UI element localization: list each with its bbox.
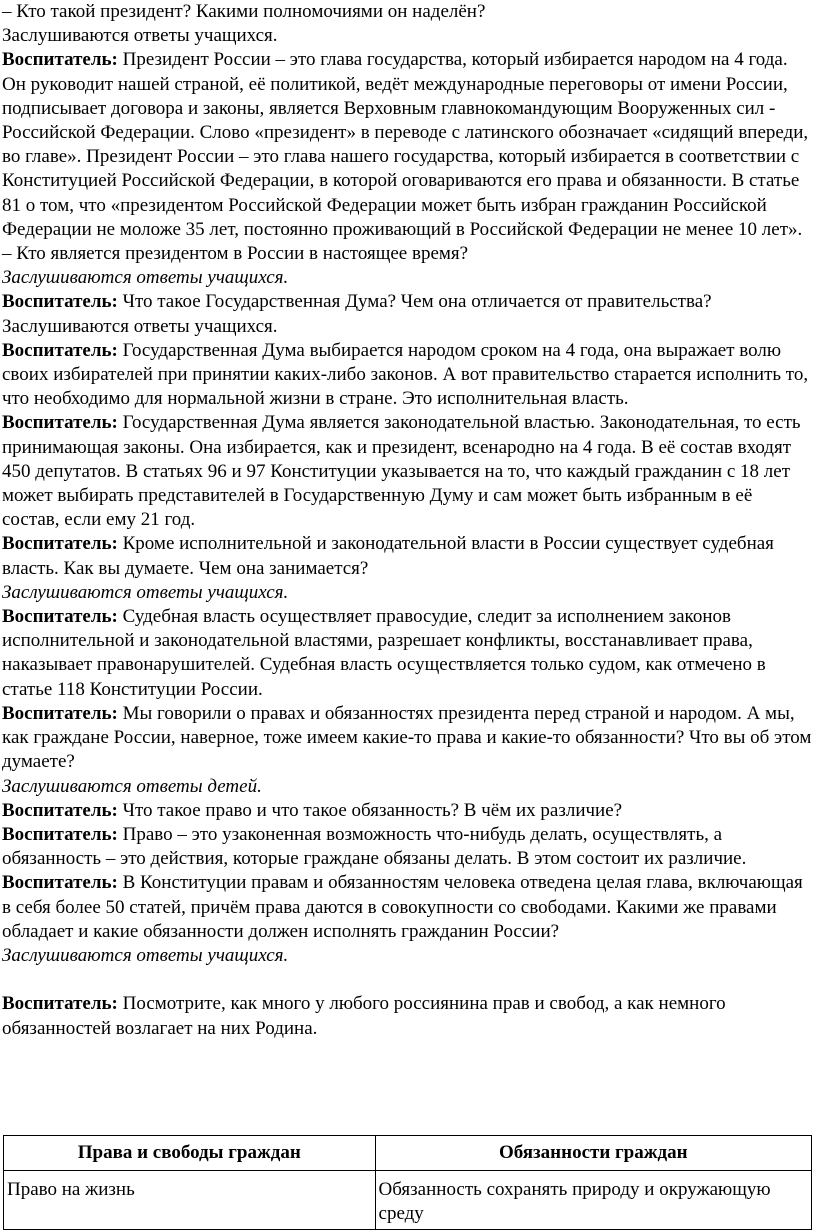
paragraph [2,992,814,1040]
paragraph [2,823,814,871]
column-header-rights: Права и свободы граждан [4,1136,376,1171]
table-header-row [4,1136,812,1171]
paragraph-text: Заслушиваются ответы учащихся. [2,581,289,603]
paragraph [2,242,814,266]
speaker-label: Воспитатель: [2,533,118,555]
speaker-label: Воспитатель: [2,702,118,724]
paragraph-text: Что такое Государственная Дума? Чем она отличается от правительства? [117,291,712,313]
speaker-label: Воспитатель: [2,823,118,845]
speaker-label: Воспитатель: [2,412,118,434]
stage-direction [2,266,814,290]
paragraph-text: Заслушиваются ответы учащихся. [2,25,278,47]
paragraph-text: Государственная Дума выбирается народом сроком на 4 года, она выражает волю своих избирателей при принятии каких-либо законов. А вот правительство старается исполнить то, что необходимо для нормальной жизни в стране. Это исполнительная власть. [2,339,809,410]
rights-duties-table [3,1135,812,1230]
paragraph [2,411,814,532]
table-cell: Обязанность сохранять природу и окружающую среду [375,1171,811,1229]
paragraph [2,48,814,242]
paragraph-text: Заслушиваются ответы детей. [2,775,262,797]
table-cell: Право на жизнь [4,1171,376,1229]
paragraph-text: Что такое право и что такое обязанность? В чём их различие? [117,799,623,821]
stage-direction [2,944,814,968]
paragraph-text: Заслушиваются ответы учащихся. [2,267,289,289]
blank-line [2,968,814,992]
paragraph-text: – Кто является президентом в России в настоящее время? [2,243,469,265]
speaker-label: Воспитатель: [2,606,118,628]
paragraph [2,799,814,823]
speaker-label: Воспитатель: [2,993,118,1015]
speaker-label: Воспитатель: [2,799,118,821]
paragraph-text: – Кто такой президент? Какими полномочиями он наделён? [2,1,486,22]
paragraph [2,290,814,314]
paragraph [2,339,814,412]
stage-direction [2,581,814,605]
paragraph [2,24,814,48]
paragraph-text: Право – это узаконенная возможность что-нибудь делать, осуществлять, а обязанность – это действия, которые граждане обязаны делать. В этом состоит их различие. [2,823,747,870]
paragraph-text: Посмотрите, как много у любого россиянина прав и свобод, а как немного обязанностей возлагает на них Родина. [2,993,726,1039]
paragraph [2,702,814,775]
speaker-label: Воспитатель: [2,49,118,71]
paragraph-text: Судебная власть осуществляет правосудие, следит за исполнением законов исполнительной и законодательной властями, разрешает конфликты, восстанавливает права, наказывает правонарушителей. Судебная власть осуществляется только судом, как отмечено в статье 118 Конституции России. [2,606,766,700]
paragraph-text: В Конституции правам и обязанностям человека отведена целая глава, включающая в себя более 50 статей, причём права даются в совокупности со свободами. Какими же правами обладает и какие обязанности должен исполнять гражданин России? [2,872,803,942]
paragraph-text: Заслушиваются ответы учащихся. [2,944,289,966]
document-body [2,0,814,1041]
speaker-label: Воспитатель: [2,339,118,361]
stage-direction [2,775,814,799]
paragraph [2,315,814,339]
paragraph-text: Президент России – это глава государства, который избирается народом на 4 года. Он руководит нашей страной, её политикой, ведёт международные переговоры от имени России, подписывает договора и законы, является Верховным главнокомандующим Вооруженных сил - Российской Федерации. Слово «президент» в переводе с латинского обозначает «сидящий впереди, во главе». Президент России – это глава нашего государства, который избирается в соответствии с Конституцией Российской Федерации, в которой оговариваются его права и обязанности. В статье 81 о том, что «президентом Российской Федерации может быть избран гражданин Российской Федерации не моложе 35 лет, постоянно проживающий в Российской Федерации не менее 10 лет». [2,49,809,240]
speaker-label: Воспитатель: [2,872,118,894]
paragraph [2,532,814,580]
paragraph-text: Кроме исполнительной и законодательной власти в России существует судебная власть. Как вы думаете. Чем она занимается? [2,533,774,579]
paragraph [2,871,814,944]
speaker-label: Воспитатель: [2,291,118,313]
paragraph [2,0,814,24]
table-row [4,1171,812,1229]
column-header-duties: Обязанности граждан [375,1136,811,1171]
paragraph-text: Государственная Дума является законодательной властью. Законодательная, то есть принимающая законы. Она избирается, как и президент, всенародно на 4 года. В её состав входят 450 депутатов. В статьях 96 и 97 Конституции указывается на то, что каждый гражданин с 18 лет может выбирать представителей в Государственную Думу и сам может быть избранным в её состав, если ему 21 год. [2,412,801,531]
paragraph-text: Мы говорили о правах и обязанностях президента перед страной и народом. А мы, как граждане России, наверное, тоже имеем какие-то права и какие-то обязанности? Что вы об этом думаете? [2,702,812,773]
paragraph [2,605,814,702]
paragraph-text: Заслушиваются ответы учащихся. [2,315,278,337]
